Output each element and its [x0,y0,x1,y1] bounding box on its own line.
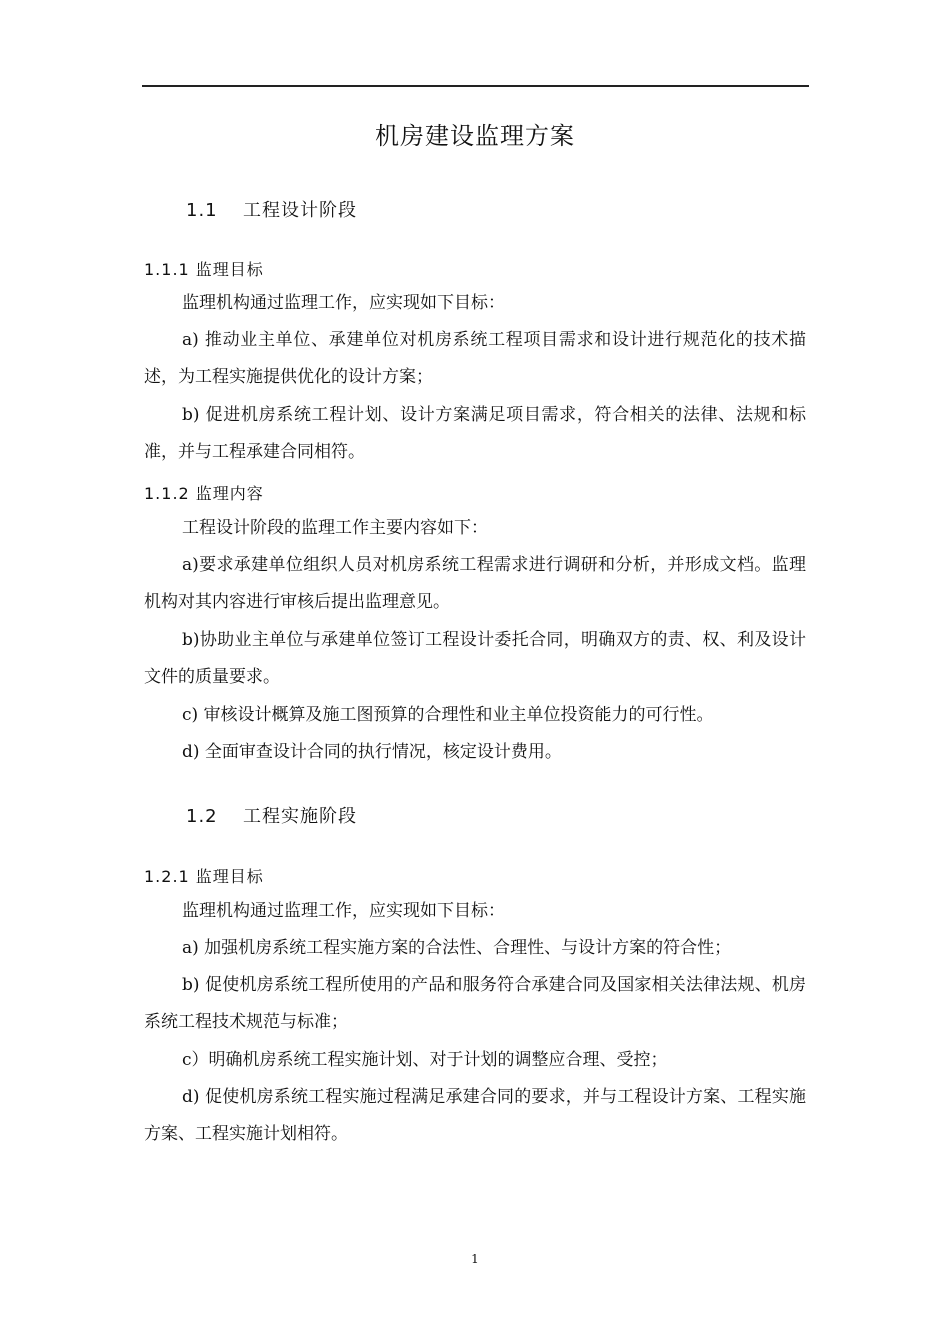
paragraph: 工程设计阶段的监理工作主要内容如下： [182,518,488,538]
paragraph: a) 加强机房系统工程实施方案的合法性、合理性、与设计方案的符合性； [182,938,732,958]
section-label: 工程实施阶段 [243,806,357,827]
paragraph: b)协助业主单位与承建单位签订工程设计委托合同，明确双方的责、权、利及设计文件的质量要求。 [144,630,806,687]
paragraph: c）明确机房系统工程实施计划、对于计划的调整应合理、受控； [182,1050,668,1070]
paragraph: 监理机构通过监理工作，应实现如下目标： [182,901,505,921]
page-number: 1 [471,1252,479,1266]
paragraph: d) 促使机房系统工程实施过程满足承建合同的要求，并与工程设计方案、工程实施方案、工程实施计划相符。 [144,1087,806,1144]
paragraph: a)要求承建单位组织人员对机房系统工程需求进行调研和分析，并形成文档。监理机构对其内容进行审核后提出监理意见。 [144,555,806,612]
section-number: 1.1 [186,200,218,221]
paragraph: a) 推动业主单位、承建单位对机房系统工程项目需求和设计进行规范化的技术描述，为工程实施提供优化的设计方案； [144,330,806,387]
subsection-heading-1-1-2: 1.1.2 监理内容 [144,484,264,503]
paragraph: d) 全面审查设计合同的执行情况，核定设计费用。 [182,742,562,762]
document-title: 机房建设监理方案 [375,122,575,150]
header-rule [142,85,809,87]
paragraph: 监理机构通过监理工作，应实现如下目标： [182,293,505,313]
section-number: 1.2 [186,806,218,827]
subsection-heading-1-2-1: 1.2.1 监理目标 [144,867,264,886]
section-label: 工程设计阶段 [243,200,357,221]
section-heading-1-2 [186,802,357,828]
paragraph: b) 促进机房系统工程计划、设计方案满足项目需求，符合相关的法律、法规和标准，并与工程承建合同相符。 [144,405,806,462]
section-heading-1-1 [186,196,357,222]
subsection-heading-1-1-1: 1.1.1 监理目标 [144,260,264,279]
paragraph: c) 审核设计概算及施工图预算的合理性和业主单位投资能力的可行性。 [182,705,714,725]
paragraph: b) 促使机房系统工程所使用的产品和服务符合承建合同及国家相关法律法规、机房系统工程技术规范与标准； [144,975,806,1032]
